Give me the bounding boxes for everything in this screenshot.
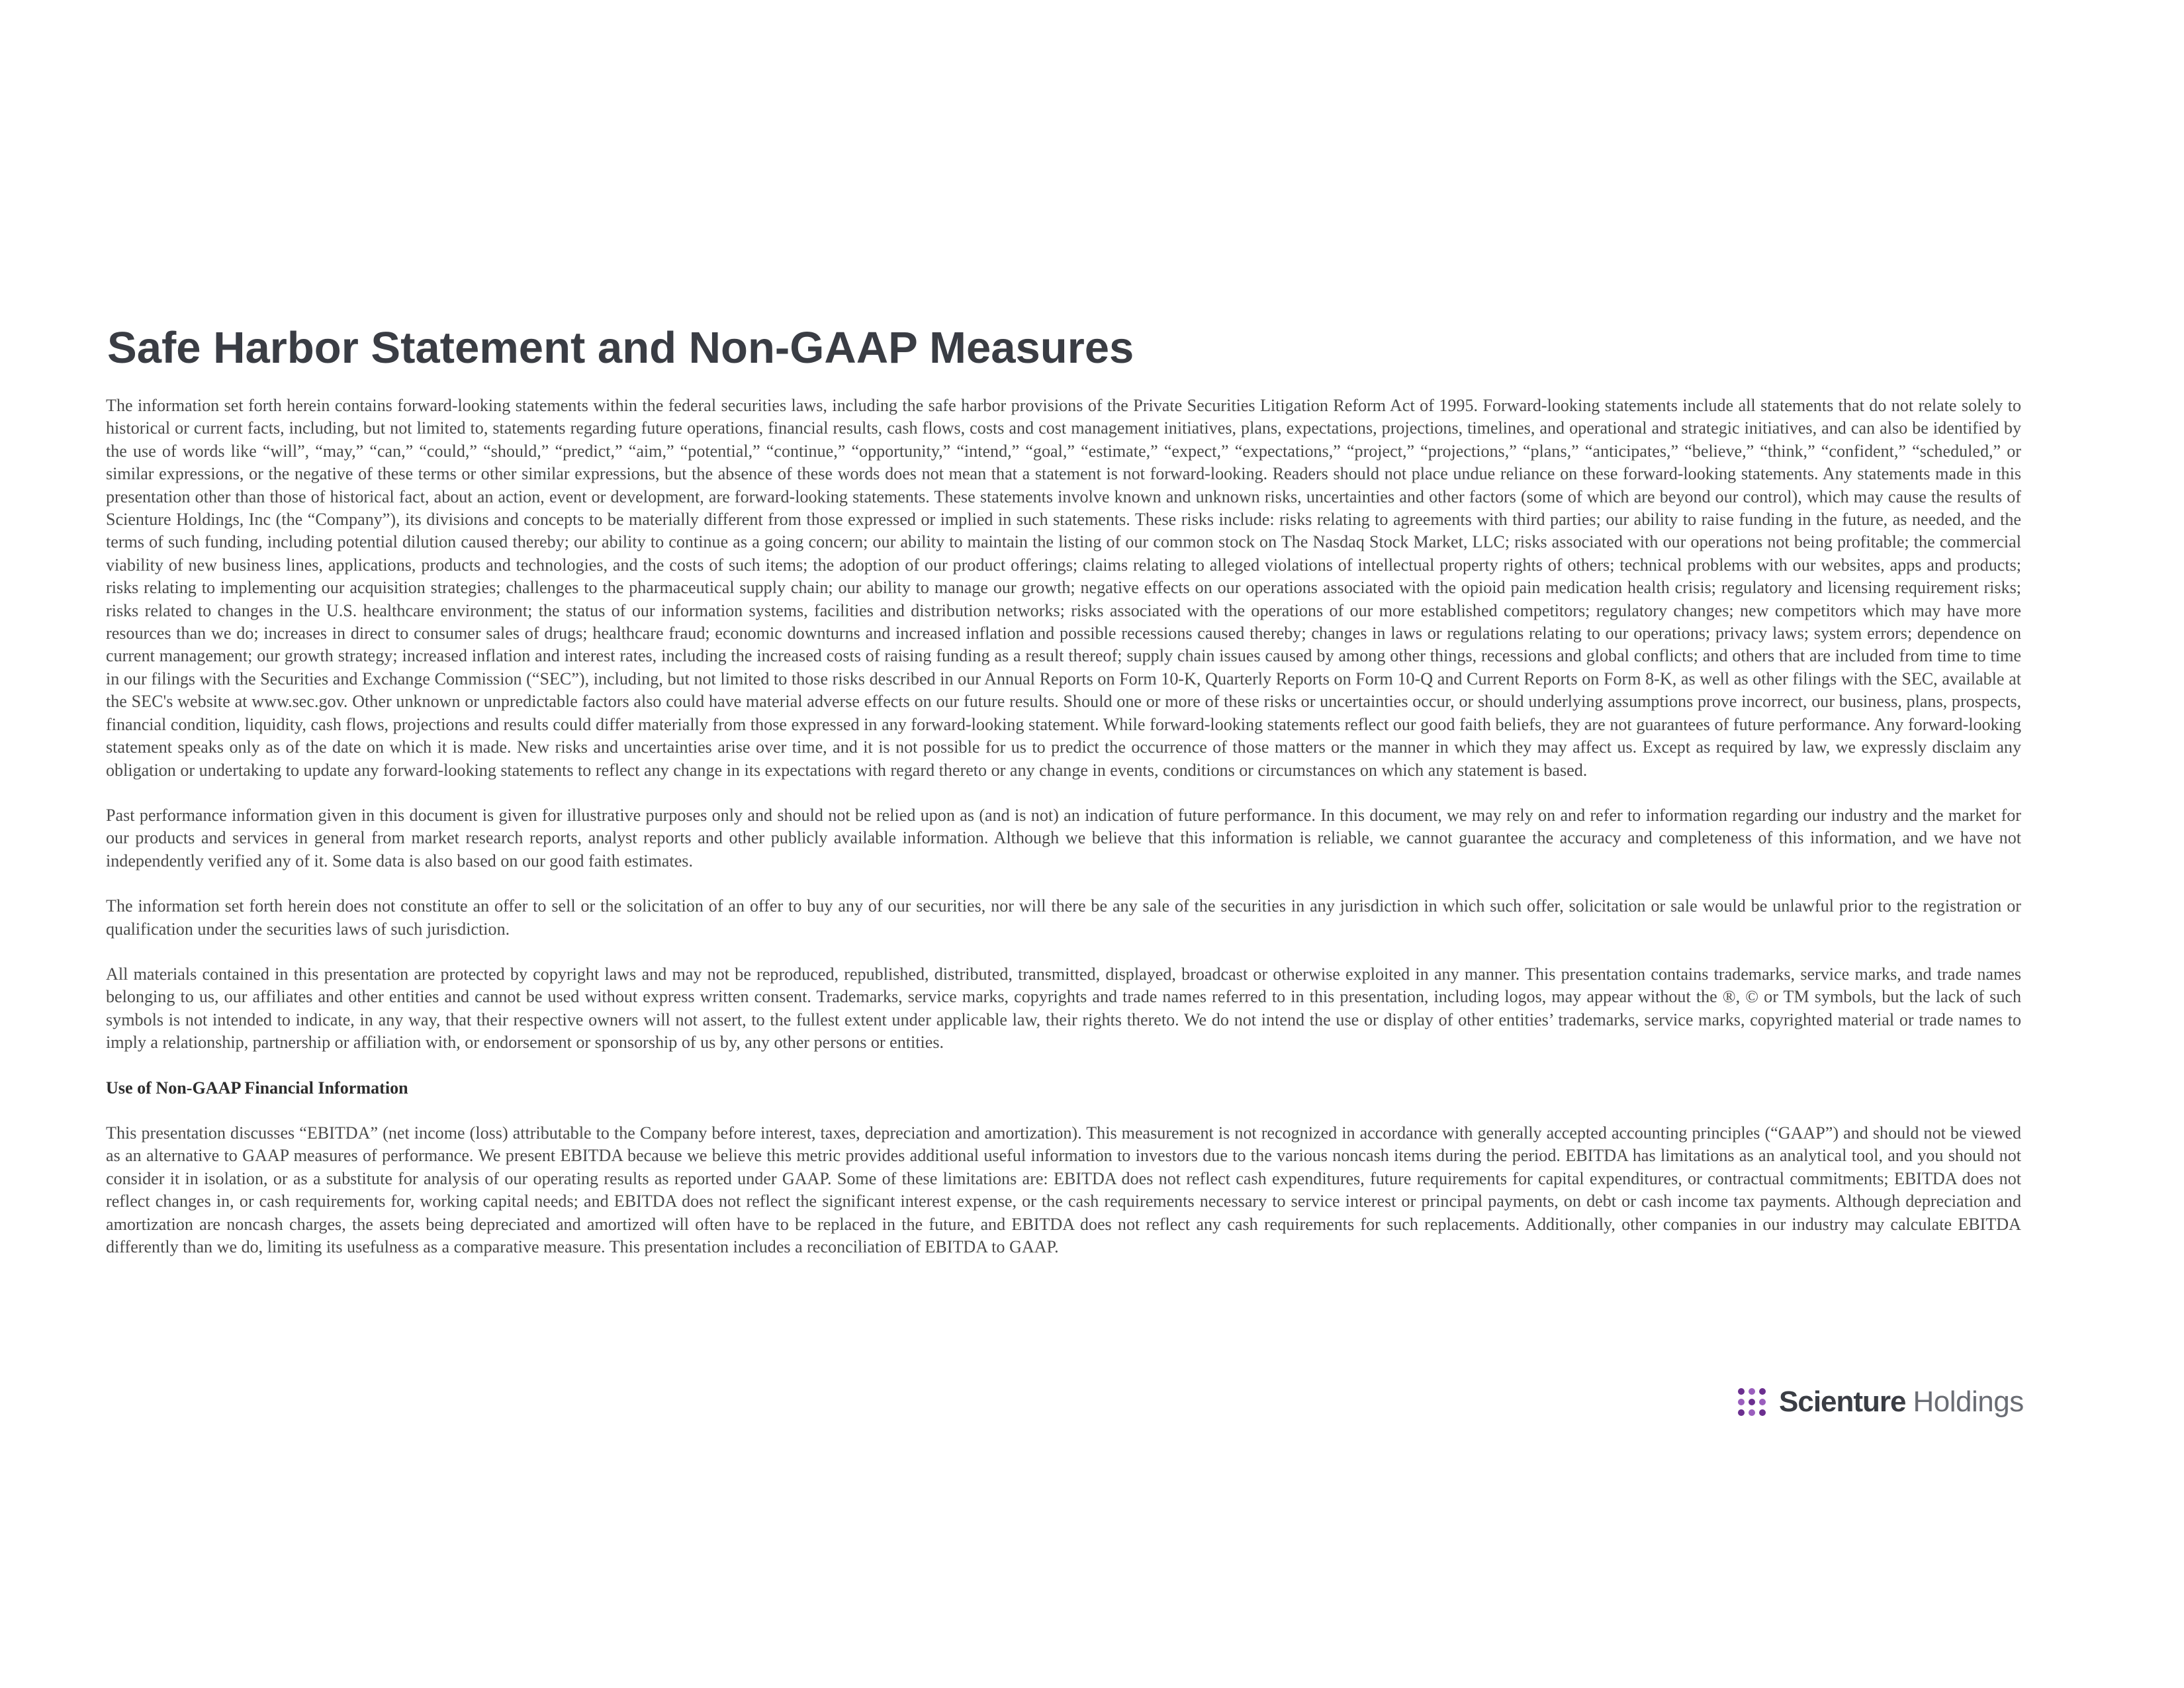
page-title: Safe Harbor Statement and Non-GAAP Measures xyxy=(107,323,1134,373)
logo-name-secondary: Holdings xyxy=(1913,1385,2024,1418)
non-gaap-heading: Use of Non-GAAP Financial Information xyxy=(106,1078,408,1098)
no-offer-paragraph: The information set forth herein does not constitute an offer to sell or the solicitation of an offer to buy any of our securities, nor will there be any sale of the securities in any jurisdiction in which such offer, solicitation or sale would be unlawful prior to the registration or qualification under the securities laws of such jurisdiction. xyxy=(106,896,2021,939)
dot-grid-icon xyxy=(1738,1388,1766,1416)
ebitda-paragraph: This presentation discusses “EBITDA” (net income (loss) attributable to the Company before interest, taxes, depreciation and amortization). This measurement is not recognized in accordance with generally accepted accounting principles (“GAAP”) and should not be viewed as an alternative to GAAP measures of performance. We present EBITDA because we believe this metric provides additional useful information to investors due to the various noncash items during the period. EBITDA has limitations as an analytical tool, and you should not consider it in isolation, or as a substitute for analysis of our operating results as reported under GAAP. Some of these limitations are: EBITDA does not reflect cash expenditures, future requirements for capital expenditures, or contractual commitments; EBITDA does not reflect changes in, or cash requirements for, working capital needs; and EBITDA does not reflect the significant interest expense, or the cash requirements necessary to service interest or principal payments, on debt or cash income tax payments. Although depreciation and amortization are noncash charges, the assets being depreciated and amortized will often have to be replaced in the future, and EBITDA does not reflect any cash requirements for such replacements. Additionally, other companies in our industry may calculate EBITDA differently than we do, limiting its usefulness as a comparative measure. This presentation includes a reconciliation of EBITDA to GAAP. xyxy=(106,1123,2021,1256)
company-logo xyxy=(1738,1385,2024,1419)
disclaimer-body xyxy=(106,395,2021,1258)
forward-looking-paragraph: The information set forth herein contains forward-looking statements within the federal securities laws, including the safe harbor provisions of the Private Securities Litigation Reform Act of 1995. Forward-looking statements include all statements that do not relate solely to historical or current facts, including, but not limited to, statements regarding future operations, financial results, cash flows, costs and cost management initiatives, plans, expectations, projections, timelines, and operational and strategic initiatives, and can also be identified by the use of words like “will”, “may,” “can,” “could,” “should,” “predict,” “aim,” “potential,” “continue,” “opportunity,” “intend,” “goal,” “estimate,” “expect,” “expectations,” “project,” “projections,” “plans,” “anticipates,” “believe,” “think,” “confident,” “scheduled,” or similar expressions, or the negative of these terms or other similar expressions, but the absence of these words does not mean that a statement is not forward-looking. Readers should not place undue reliance on these forward-looking statements. Any statements made in this presentation other than those of historical fact, about an action, event or development, are forward-looking statements. These statements involve known and unknown risks, uncertainties and other factors (some of which are beyond our control), which may cause the results of Scienture Holdings, Inc (the “Company”), its divisions and concepts to be materially different from those expressed or implied in such statements. These risks include: risks relating to agreements with third parties; our ability to raise funding in the future, as needed, and the terms of such funding, including potential dilution caused thereby; our ability to continue as a going concern; our ability to maintain the listing of our common stock on The Nasdaq Stock Market, LLC; risks associated with our operations not being profitable; the commercial viability of new business lines, applications, products and technologies, and the costs of such items; the adoption of our product offerings; claims relating to alleged violations of intellectual property rights of others; technical problems with our websites, apps and products; risks relating to implementing our acquisition strategies; challenges to the pharmaceutical supply chain; our ability to manage our growth; negative effects on our operations associated with the opioid pain medication health crisis; regulatory and licensing requirement risks; risks related to changes in the U.S. healthcare environment; the status of our information systems, facilities and distribution networks; risks associated with the operations of our more established competitors; regulatory changes; new competitors which may have more resources than we do; increases in direct to consumer sales of drugs; healthcare fraud; economic downturns and increased inflation and possible recessions caused thereby; changes in laws or regulations relating to our operations; privacy laws; system errors; dependence on current management; our growth strategy; increased inflation and interest rates, including the increased costs of raising funding as a result thereof; supply chain issues caused by among other things, recessions and global conflicts; and others that are included from time to time in our filings with the Securities and Exchange Commission (“SEC”), including, but not limited to those risks described in our Annual Reports on Form 10-K, Quarterly Reports on Form 10-Q and Current Reports on Form 8-K, as well as other filings with the SEC, available at the SEC's website at www.sec.gov. Other unknown or unpredictable factors also could have material adverse effects on our future results. Should one or more of these risks or uncertainties occur, or should underlying assumptions prove incorrect, our business, plans, prospects, financial condition, liquidity, cash flows, projections and results could differ materially from those expressed in any forward-looking statement. While forward-looking statements reflect our good faith beliefs, they are not guarantees of future performance. Any forward-looking statement speaks only as of the date on which it is made. New risks and uncertainties arise over time, and it is not possible for us to predict the occurrence of those matters or the manner in which they may affect us. Except as required by law, we expressly disclaim any obligation or undertaking to update any forward-looking statements to reflect any change in its expectations with regard thereto or any change in events, conditions or circumstances on which any statement is based. xyxy=(106,396,2021,780)
past-performance-paragraph: Past performance information given in this document is given for illustrative purposes only and should not be relied upon as (and is not) an indication of future performance. In this document, we may rely on and refer to information regarding our industry and the market for our products and services in general from market research reports, analyst reports and other publicly available information. Although we believe that this information is reliable, we cannot guarantee the accuracy and completeness of this information, and we have not independently verified any of it. Some data is also based on our good faith estimates. xyxy=(106,805,2021,870)
logo-name-primary: Scienture xyxy=(1779,1385,1906,1418)
copyright-paragraph: All materials contained in this presentation are protected by copyright laws and may not be reproduced, republished, distributed, transmitted, displayed, broadcast or otherwise exploited in any manner. This presentation contains trademarks, service marks, and trade names belonging to us, our affiliates and other entities and cannot be used without express written consent. Trademarks, service marks, copyrights and trade names referred to in this presentation, including logos, may appear without the ®, © or TM symbols, but the lack of such symbols is not intended to indicate, in any way, that their respective owners will not assert, to the fullest extent under applicable law, their rights thereto. We do not intend the use or display of other entities’ trademarks, service marks, copyrighted material or trade names to imply a relationship, partnership or affiliation with, or endorsement or sponsorship of us by, any other persons or entities. xyxy=(106,964,2021,1053)
